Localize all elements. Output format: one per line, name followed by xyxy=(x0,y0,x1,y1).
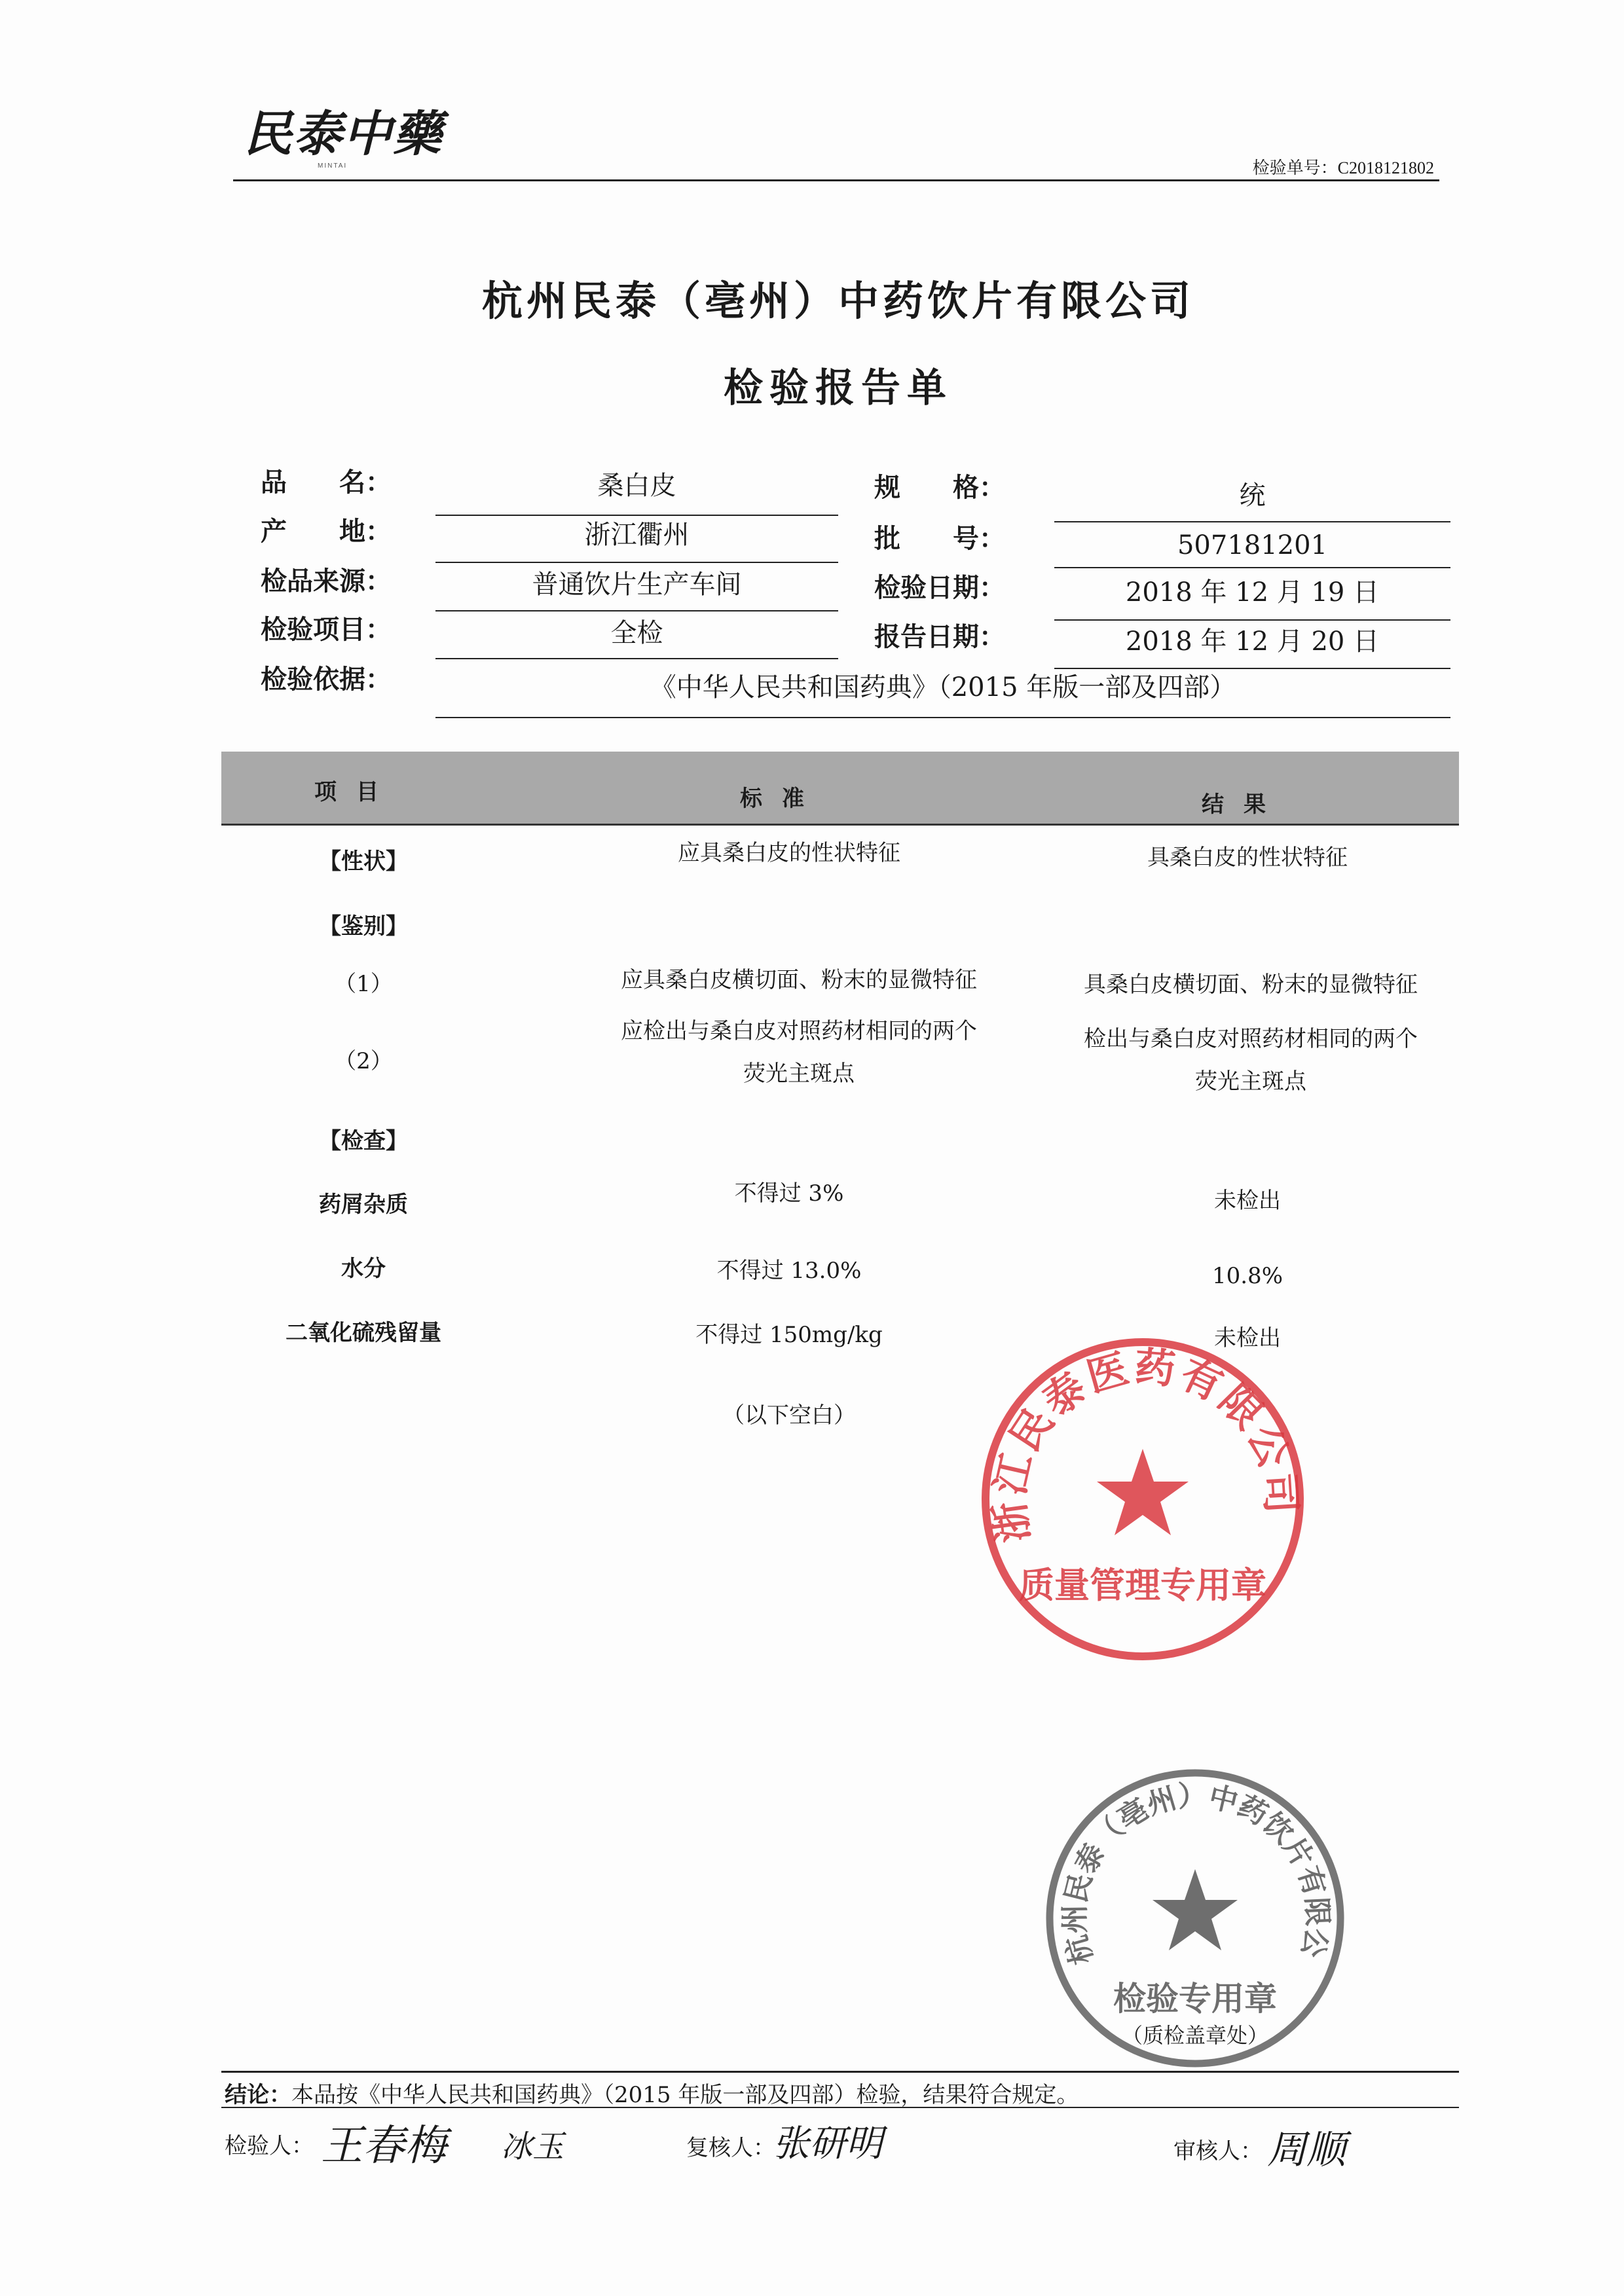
conclusion-text: 本品按《中华人民共和国药典》（2015 年版一部及四部）检验，结果符合规定。 xyxy=(291,2082,1079,2108)
row-item: （2） xyxy=(334,1048,393,1074)
row-item: 【性状】 xyxy=(319,848,408,875)
product-name-value: 桑白皮 xyxy=(597,471,676,501)
reviewer-label: 复核人： xyxy=(686,2135,775,2161)
gray-seal-bottom-text: 检验专用章 xyxy=(1113,1979,1277,2018)
footer-divider-top xyxy=(221,2071,1459,2073)
row-item: 药屑杂质 xyxy=(319,1192,408,1218)
table-header-standard: 标准 xyxy=(740,786,824,812)
report-number: 检验单号：C2018121802 xyxy=(1252,158,1434,177)
row-standard: 不得过 3% xyxy=(734,1180,844,1207)
row-result: 具桑白皮横切面、粉末的显微特征 xyxy=(1084,972,1418,998)
origin-underline xyxy=(435,562,838,563)
item-value: 全检 xyxy=(610,618,663,648)
basis-underline xyxy=(435,717,1450,718)
product-name-label: 品 名： xyxy=(261,467,392,498)
table-header-rule xyxy=(221,824,1459,826)
svg-text:杭州民泰（亳州）中药饮片有限公司 xyxy=(1041,1764,1334,1968)
row-standard-cont: 荧光主斑点 xyxy=(743,1061,855,1087)
origin-value: 浙江衢州 xyxy=(584,520,690,550)
footer-divider-bottom xyxy=(221,2107,1459,2108)
inspector-label: 检验人： xyxy=(225,2133,314,2159)
source-label: 检品来源： xyxy=(261,566,392,596)
origin-label: 产 地： xyxy=(261,516,392,547)
red-seal-top-text: 浙江民泰医药有限公司 xyxy=(985,1342,1306,1546)
item-label: 检验项目： xyxy=(261,614,392,645)
row-standard: 应具桑白皮横切面、粉末的显微特征 xyxy=(621,967,977,993)
header-divider xyxy=(233,179,1439,181)
spec-value: 统 xyxy=(1239,481,1266,511)
row-standard: 不得过 150mg/kg xyxy=(695,1322,883,1348)
table-header-item: 项目 xyxy=(314,779,398,805)
row-item: 水分 xyxy=(341,1256,386,1282)
row-result: 未检出 xyxy=(1214,1325,1281,1351)
conclusion-label: 结论： xyxy=(225,2082,291,2108)
conclusion xyxy=(225,2077,1079,2109)
report-date-underline xyxy=(1054,668,1450,669)
row-item: （1） xyxy=(334,971,393,997)
gray-seal-top-text: 杭州民泰（亳州）中药饮片有限公 xyxy=(1058,1779,1335,1969)
reviewer-signature: 张研明 xyxy=(773,2123,883,2165)
spec-underline xyxy=(1054,521,1450,522)
seal-placement-note: （质检盖章处） xyxy=(1121,2023,1269,2048)
test-date-label: 检验日期： xyxy=(874,572,1005,603)
test-date-value: 2018 年 12 月 19 日 xyxy=(1125,577,1380,608)
approver-signature: 周顺 xyxy=(1267,2127,1346,2173)
inspector-signature: 王春梅 xyxy=(321,2122,447,2170)
batch-value: 507181201 xyxy=(1177,530,1328,560)
source-value: 普通饮片生产车间 xyxy=(532,570,742,600)
row-result: 具桑白皮的性状特征 xyxy=(1147,845,1348,871)
company-logo-subtext: MINTAI xyxy=(318,162,348,170)
source-underline xyxy=(435,610,838,611)
approver-label: 审核人： xyxy=(1173,2138,1263,2164)
basis-value: 《中华人民共和国药典》（2015 年版一部及四部） xyxy=(650,672,1236,702)
row-item: 【检查】 xyxy=(319,1128,408,1154)
batch-label: 批 号： xyxy=(874,523,1005,554)
row-item: 【鉴别】 xyxy=(319,913,408,939)
row-result: 未检出 xyxy=(1214,1188,1281,1214)
row-item: 二氧化硫残留量 xyxy=(286,1320,441,1346)
row-standard: 不得过 13.0% xyxy=(716,1258,862,1284)
row-result: 10.8% xyxy=(1211,1263,1283,1289)
company-name: 杭州民泰（亳州）中药饮片有限公司 xyxy=(481,277,1194,325)
inspection-seal xyxy=(1041,1764,1349,2072)
report-date-label: 报告日期： xyxy=(874,621,1005,652)
row-standard: 应具桑白皮的性状特征 xyxy=(678,840,900,866)
row-standard: 应检出与桑白皮对照药材相同的两个 xyxy=(621,1018,977,1044)
row-result-cont: 荧光主斑点 xyxy=(1195,1068,1306,1095)
company-logo: 民泰中藥 xyxy=(244,106,443,162)
batch-underline xyxy=(1054,567,1450,568)
document-title: 检验报告单 xyxy=(724,365,953,411)
table-header-result: 结果 xyxy=(1202,792,1285,818)
spec-label: 规 格： xyxy=(874,472,1005,503)
basis-label: 检验依据： xyxy=(261,664,392,695)
report-date-value: 2018 年 12 月 20 日 xyxy=(1125,627,1380,657)
inspector-signature-2: 冰玉 xyxy=(501,2128,564,2165)
red-seal-bottom-text: 质量管理专用章 xyxy=(1019,1564,1266,1606)
row-result: 检出与桑白皮对照药材相同的两个 xyxy=(1084,1026,1418,1052)
item-underline xyxy=(435,658,838,659)
blank-note: （以下空白） xyxy=(722,1402,856,1429)
quality-management-seal xyxy=(976,1332,1310,1666)
test-date-underline xyxy=(1054,619,1450,621)
product-name-underline xyxy=(435,515,838,516)
